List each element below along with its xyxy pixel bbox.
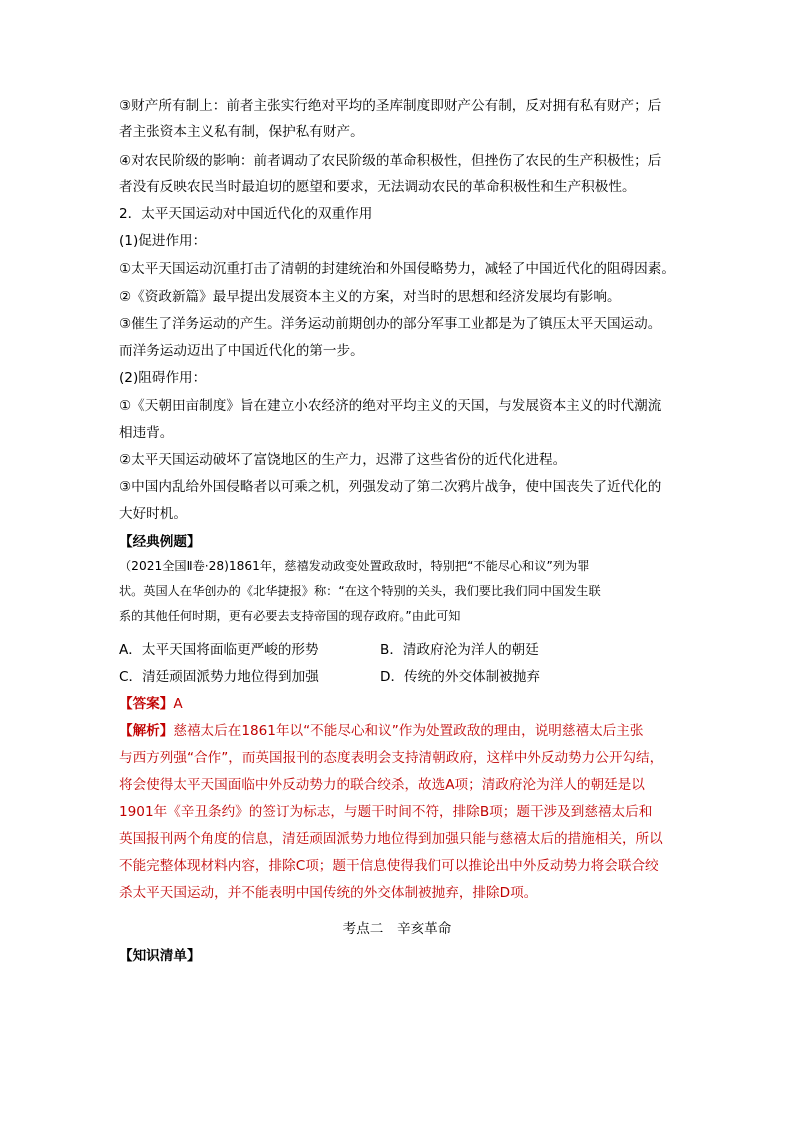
question-line: 系的其他任何时期，更有必要去支持帝国的现存政府。”由此可知 bbox=[119, 609, 461, 623]
subheading: 2．太平天国运动对中国近代化的双重作用 bbox=[119, 206, 373, 222]
option-d: D．传统的外交体制被抛弃 bbox=[380, 669, 540, 685]
text-line: (1)促进作用： bbox=[119, 233, 207, 249]
text-line: ②《资政新篇》最早提出发展资本主义的方案，对当时的思想和经济发展均有影响。 bbox=[119, 289, 621, 305]
answer-label: 【答案】 bbox=[119, 696, 174, 712]
knowledge-heading: 【知识清单】 bbox=[119, 948, 201, 964]
text-line: 而洋务运动迈出了中国近代化的第一步。 bbox=[119, 343, 364, 359]
answer-row bbox=[119, 694, 183, 714]
text-line: ②太平天国运动破坏了富饶地区的生产力，迟滞了这些省份的近代化进程。 bbox=[119, 452, 567, 468]
text-line: 相违背。 bbox=[119, 425, 174, 441]
text-line: ①《天朝田亩制度》旨在建立小农经济的绝对平均主义的天国，与发展资本主义的时代潮流 bbox=[119, 398, 662, 414]
analysis-line: 1901年《辛丑条约》的签订为标志，与题干时间不符，排除B项；题干涉及到慈禧太后和 bbox=[119, 804, 653, 820]
analysis-line: 与西方列强“合作”，而英国报刊的态度表明会支持清朝政府，这样中外反动势力公开勾结， bbox=[119, 750, 664, 766]
text-line: 大好时机。 bbox=[119, 506, 187, 522]
option-a: A．太平天国将面临更严峻的形势 bbox=[119, 642, 319, 658]
question-line: 状。英国人在华创办的《北华捷报》称：“在这个特别的关头，我们要比我们同中国发生联 bbox=[119, 584, 601, 598]
section-title: 考点二 辛亥革命 bbox=[342, 921, 452, 937]
analysis-line bbox=[119, 721, 643, 741]
text-line: ③中国内乱给外国侵略者以可乘之机，列强发动了第二次鸦片战争，使中国丧失了近代化的 bbox=[119, 479, 662, 495]
example-heading: 【经典例题】 bbox=[119, 534, 201, 550]
analysis-line: 英国报刊两个角度的信息，清廷顽固派势力地位得到加强只能与慈禧太后的措施相关，所以 bbox=[119, 831, 663, 847]
analysis-line: 不能完整体现材料内容，排除C项；题干信息使得我们可以推论出中外反动势力将会联合绞 bbox=[119, 858, 659, 874]
analysis-line: 将会使得太平天国面临中外反动势力的联合绞杀，故选A项；清政府沦为洋人的朝廷是以 bbox=[119, 777, 645, 793]
text-line: 者主张资本主义私有制，保护私有财产。 bbox=[119, 124, 364, 140]
text-line: ③财产所有制上：前者主张实行绝对平均的圣库制度即财产公有制，反对拥有私有财产；后 bbox=[119, 98, 662, 114]
analysis-line: 杀太平天国运动，并不能表明中国传统的外交体制被抛弃，排除D项。 bbox=[119, 885, 538, 901]
option-c: C．清廷顽固派势力地位得到加强 bbox=[119, 669, 319, 685]
analysis-label: 【解析】 bbox=[119, 723, 174, 739]
text-line: ④对农民阶级的影响：前者调动了农民阶级的革命积极性，但挫伤了农民的生产积极性；后 bbox=[119, 153, 662, 169]
answer-value: A bbox=[173, 696, 183, 712]
option-b: B．清政府沦为洋人的朝廷 bbox=[380, 642, 539, 658]
text-line: ①太平天国运动沉重打击了清朝的封建统治和外国侵略势力，减轻了中国近代化的阻碍因素。 bbox=[119, 261, 675, 277]
question-line: （2021全国Ⅱ卷·28)1861年，慈禧发动政变处置政敌时，特别把“不能尽心和议”列为罪 bbox=[119, 559, 590, 573]
text-line: 者没有反映农民当时最迫切的愿望和要求，无法调动农民的革命积极性和生产积极性。 bbox=[119, 179, 636, 195]
text-line: ③催生了洋务运动的产生。洋务运动前期创办的部分军事工业都是为了镇压太平天国运动。 bbox=[119, 316, 662, 332]
text-line: (2)阻碍作用： bbox=[119, 370, 207, 386]
analysis-text: 慈禧太后在1861年以“不能尽心和议”作为处置政敌的理由，说明慈禧太后主张 bbox=[173, 723, 644, 739]
